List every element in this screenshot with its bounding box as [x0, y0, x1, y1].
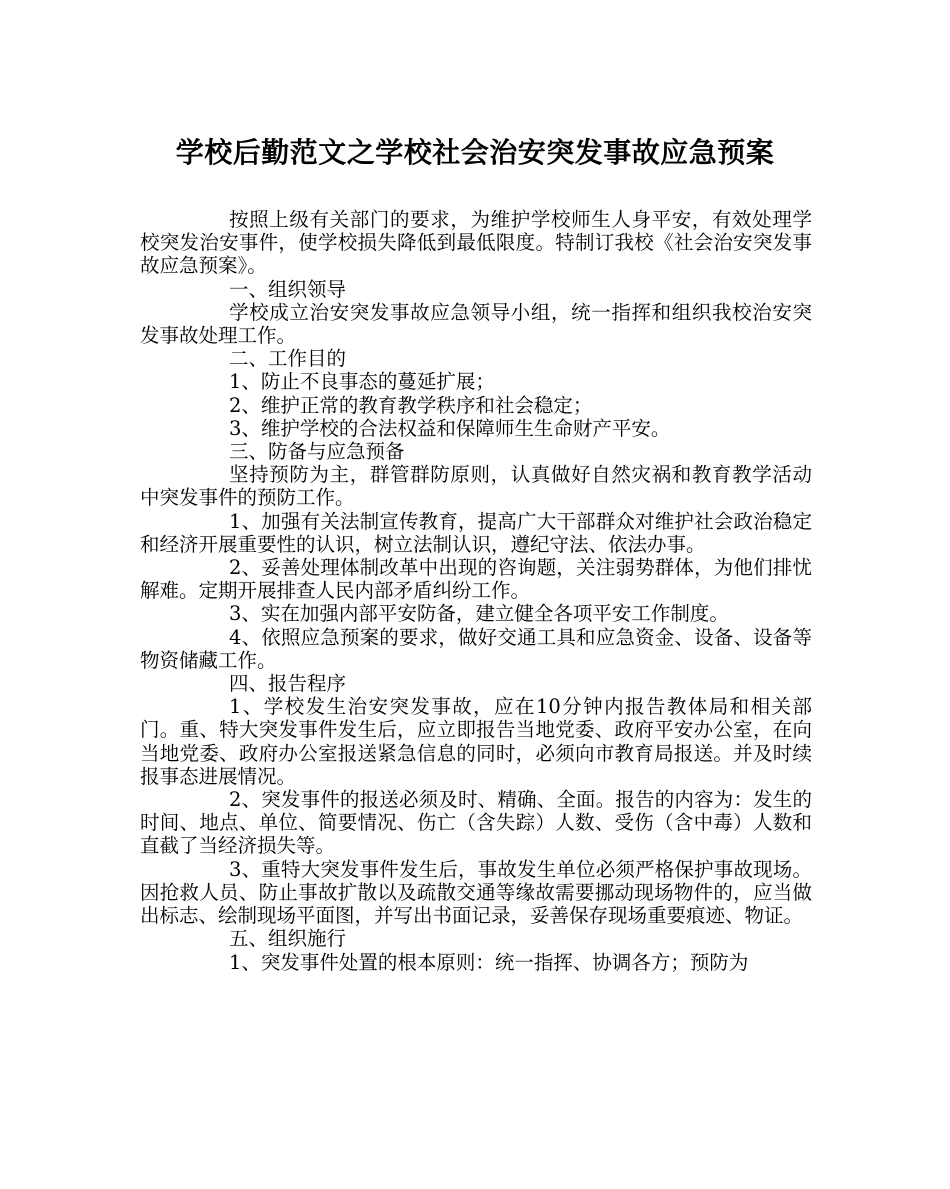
document-title: 学校后勤范文之学校社会治安突发事故应急预案 [175, 136, 775, 169]
paragraph: 坚持预防为主，群管群防原则，认真做好自然灾祸和教育教学活动中突发事件的预防工作。 [140, 463, 812, 510]
list-item: 4、依照应急预案的要求，做好交通工具和应急资金、设备、设备等物资储藏工作。 [140, 625, 812, 672]
list-item: 3、重特大突发事件发生后，事故发生单位必须严格保护事故现场。因抢救人员、防止事故扩散以及疏散交通等缘故需要挪动现场物件的，应当做出标志、绘制现场平面图，并写出书面记录，妥善保存现场重要痕迹、物证。 [140, 857, 812, 928]
paragraph: 学校成立治安突发事故应急领导小组，统一指挥和组织我校治安突发事故处理工作。 [140, 300, 812, 348]
list-item: 1、突发事件处置的根本原则：统一指挥、协调各方；预防为 [229, 950, 749, 974]
list-item: 3、实在加强内部平安防备，建立健全各项平安工作制度。 [229, 602, 729, 626]
section-heading: 二、工作目的 [229, 347, 347, 371]
section-heading: 四、报告程序 [229, 672, 347, 696]
document-body [140, 208, 812, 974]
list-item: 1、加强有关法制宣传教育，提高广大干部群众对维护社会政治稳定和经济开展重要性的认识，树立法制认识，遵纪守法、依法办事。 [140, 509, 812, 556]
section-heading: 三、防备与应急预备 [229, 440, 405, 464]
list-item: 3、维护学校的合法权益和保障师生生命财产平安。 [229, 416, 671, 440]
section-heading: 五、组织施行 [229, 927, 347, 951]
list-item: 1、学校发生治安突发事故，应在10分钟内报告教体局和相关部门。重、特大突发事件发生后，应立即报告当地党委、政府平安办公室，在向当地党委、政府办公室报送紧急信息的同时，必须向市教育局报送。并及时续报事态进展情况。 [140, 695, 812, 788]
list-item: 2、维护正常的教育教学秩序和社会稳定； [229, 393, 593, 417]
paragraph: 按照上级有关部门的要求，为维护学校师生人身平安，有效处理学校突发治安事件，使学校损失降低到最低限度。特制订我校《社会治安突发事故应急预案》。 [140, 208, 812, 278]
list-item: 2、妥善处理体制改革中出现的咨询题，关注弱势群体，为他们排忧解难。定期开展排查人民内部矛盾纠纷工作。 [140, 556, 812, 603]
list-item: 2、突发事件的报送必须及时、精确、全面。报告的内容为：发生的时间、地点、单位、简要情况、伤亡（含失踪）人数、受伤（含中毒）人数和直截了当经济损失等。 [140, 788, 812, 858]
list-item: 1、防止不良事态的蔓延扩展； [229, 370, 495, 394]
section-heading: 一、组织领导 [229, 277, 347, 301]
